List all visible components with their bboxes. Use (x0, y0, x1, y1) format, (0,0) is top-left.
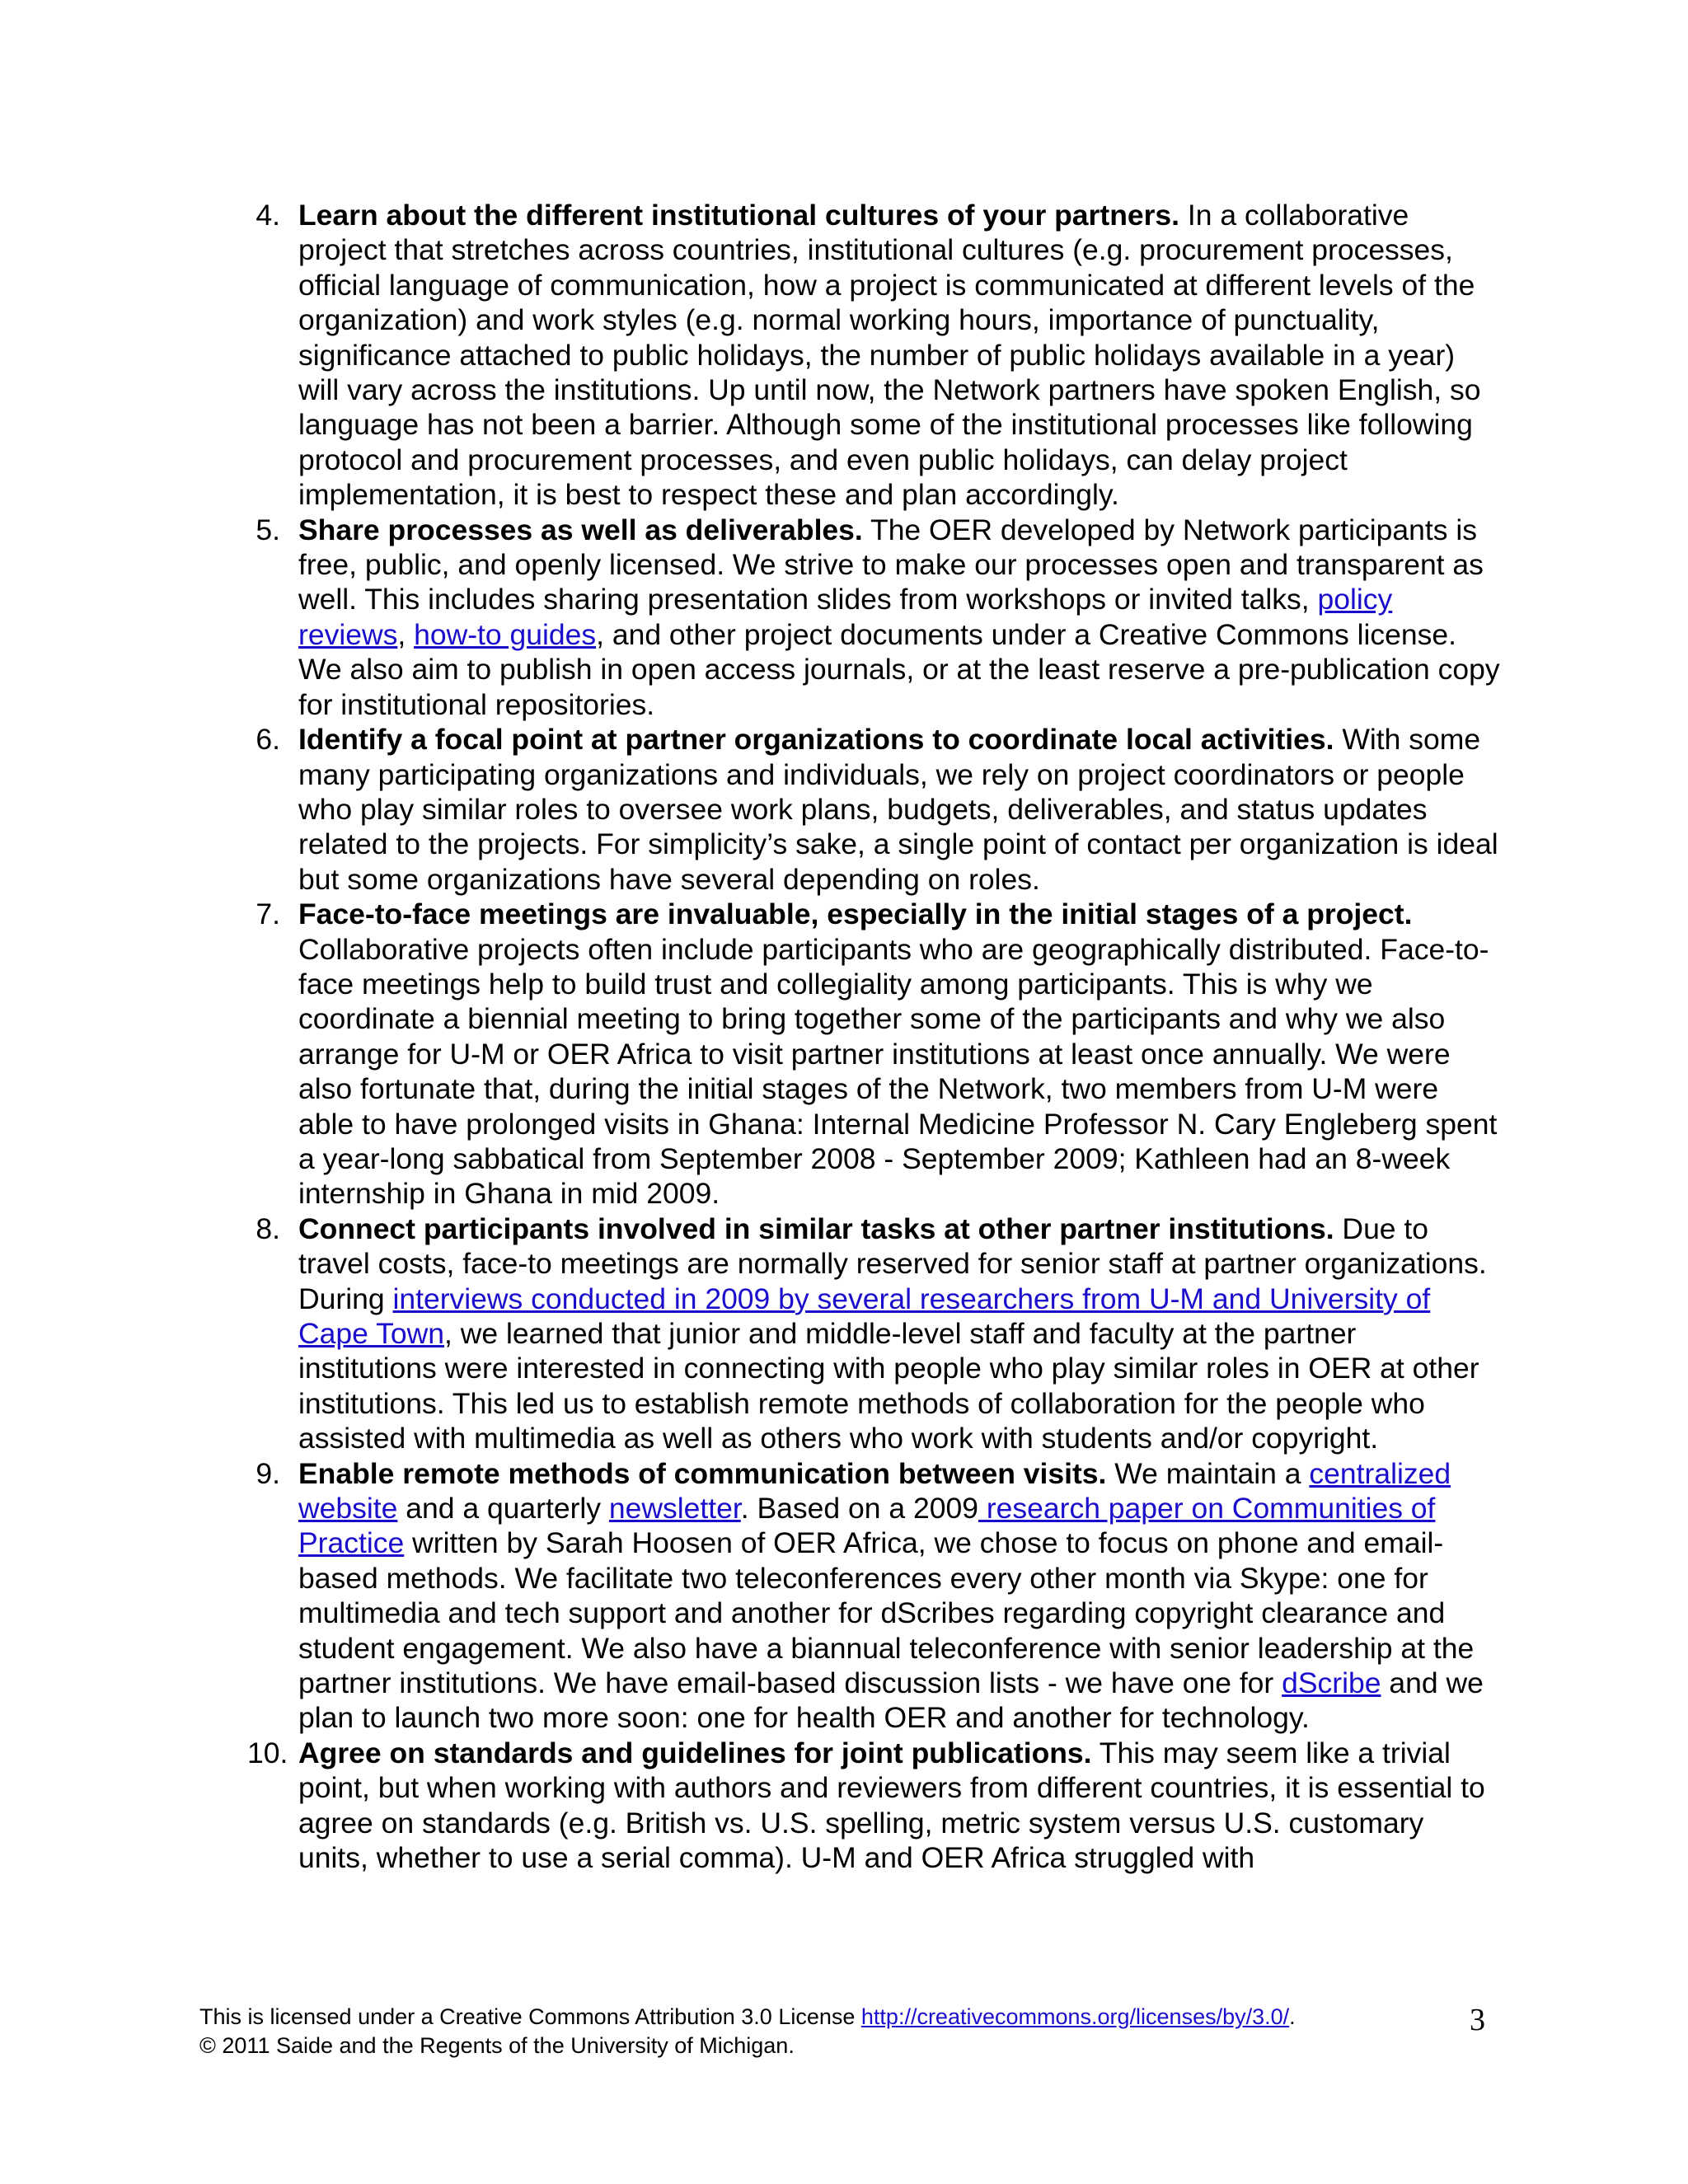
inline-link[interactable]: policy reviews (298, 583, 1393, 651)
list-item (247, 1736, 1500, 1876)
license-line (199, 2003, 1485, 2032)
body-text: and a quarterly (397, 1492, 609, 1526)
license-link[interactable]: http://creativecommons.org/licenses/by/3.0/ (860, 2004, 1290, 2029)
item-number: 6. (256, 723, 280, 757)
item-lead: Identify a focal point at partner organizations to coordinate local activities. (298, 723, 1334, 757)
body-text: , we learned that junior and middle-level staff and faculty at the partner institutions were interested in connecting with people who play similar roles in OER at other institutions. This led us to establish remote methods of collaboration for the people who assisted with multimedia as well as others who work with students and/or copyright. (298, 1317, 1479, 1455)
item-number: 4. (256, 199, 280, 232)
list-item (247, 1212, 1500, 1456)
inline-link[interactable]: newsletter (608, 1492, 741, 1526)
item-lead: Agree on standards and guidelines for joint publications. (298, 1736, 1092, 1769)
item-number: 9. (256, 1456, 280, 1490)
body-text: The OER developed by Network participants is free, public, and openly licensed. We strive to make our processes open and transparent as well. This includes sharing presentation slides from workshops or invited talks, (298, 513, 1484, 616)
license-period: . (1289, 2004, 1296, 2029)
inline-link[interactable]: interviews conducted in 2009 by several researchers from U-M and University of Cape Town (298, 1282, 1431, 1350)
body-text: written by Sarah Hoosen of OER Africa, we chose to focus on phone and email-based methods. We facilitate two teleconferences every other month via Skype: one for multimedia and tech support and another for dScribes regarding copyright clearance and student engagement. We also have a biannual teleconference with senior leadership at the partner institutions. We have email-based discussion lists - we have one for (298, 1526, 1475, 1700)
list-item (247, 513, 1500, 722)
inline-link[interactable]: dScribe (1282, 1666, 1381, 1700)
list-item (247, 722, 1500, 897)
body-text: , and other project documents under a Creative Commons license. We also aim to publish in open access journals, or at the least reserve a pre-publication copy for institutional repositories. (298, 617, 1500, 721)
body-text: In a collaborative project that stretches across countries, institutional cultures (e.g. procurement processes, official language of communication, how a project is communicated at different levels of the organization) and work styles (e.g. normal working hours, importance of punctuality, significance attached to public holidays, the number of public holidays available in a year) will vary across the institutions. Up until now, the Network partners have spoken English, so language has not been a barrier. Although some of the institutional processes like following protocol and procurement processes, and even public holidays, can delay project implementation, it is best to respect these and plan accordingly. (298, 199, 1481, 512)
item-number: 10. (247, 1736, 288, 1769)
body-text: . Based on a 2009 (740, 1492, 978, 1526)
item-lead: Enable remote methods of communication between visits. (298, 1456, 1107, 1490)
list-item (247, 897, 1500, 1212)
item-number: 7. (256, 898, 280, 931)
item-lead: Share processes as well as deliverables. (298, 513, 863, 546)
numbered-list (247, 198, 1500, 1876)
item-lead: Connect participants involved in similar tasks at other partner institutions. (298, 1212, 1334, 1245)
item-lead: Face-to-face meetings are invaluable, especially in the initial stages of a project. (298, 898, 1413, 931)
page-number: 3 (1470, 2003, 1485, 2037)
copyright-line: © 2011 Saide and the Regents of the University of Michigan. (199, 2033, 795, 2058)
item-number: 5. (256, 513, 280, 546)
body-text: Collaborative projects often include participants who are geographically distributed. Face-to-face meetings help to build trust and collegiality among participants. This is why we coordinate a biennial meeting to bring together some of the participants and why we also arrange for U-M or OER Africa to visit partner institutions at least once annually. We were also fortunate that, during the initial stages of the Network, two members from U-M were able to have prolonged visits in Ghana: Internal Medicine Professor N. Cary Engleberg spent a year-long sabbatical from September 2008 - September 2009; Kathleen had an 8-week internship in Ghana in mid 2009. (298, 932, 1498, 1211)
body-text: , (397, 617, 415, 651)
inline-link[interactable]: centralized website (298, 1456, 1451, 1526)
item-number: 8. (256, 1212, 280, 1245)
item-lead: Learn about the different institutional cultures of your partners. (298, 199, 1180, 232)
body-text: We maintain a (1106, 1456, 1310, 1490)
body-text: Due to travel costs, face-to meetings are normally reserved for senior staff at partner organizations. During (298, 1212, 1487, 1315)
body-text: This may seem like a trivial point, but when working with authors and reviewers from different countries, it is essential to agree on standards (e.g. British vs. U.S. spelling, metric system versus U.S. customary units, whether to use a serial comma). U-M and OER Africa struggled with (298, 1736, 1485, 1875)
inline-link[interactable]: research paper on Communities of Practice (298, 1492, 1436, 1560)
license-text: This is licensed under a Creative Commons Attribution 3.0 License (199, 2004, 861, 2029)
body-text: and we plan to launch two more soon: one for health OER and another for technology. (298, 1666, 1484, 1735)
page-footer (199, 2003, 1485, 2060)
list-item (247, 198, 1500, 513)
inline-link[interactable]: how-to guides (414, 617, 597, 651)
list-item (247, 1456, 1500, 1736)
body-text: With some many participating organizations and individuals, we rely on project coordinators or people who play similar roles to oversee work plans, budgets, deliverables, and status updates related to the projects. For simplicity’s sake, a single point of contact per organization is ideal but some organizations have several depending on roles. (298, 723, 1498, 896)
